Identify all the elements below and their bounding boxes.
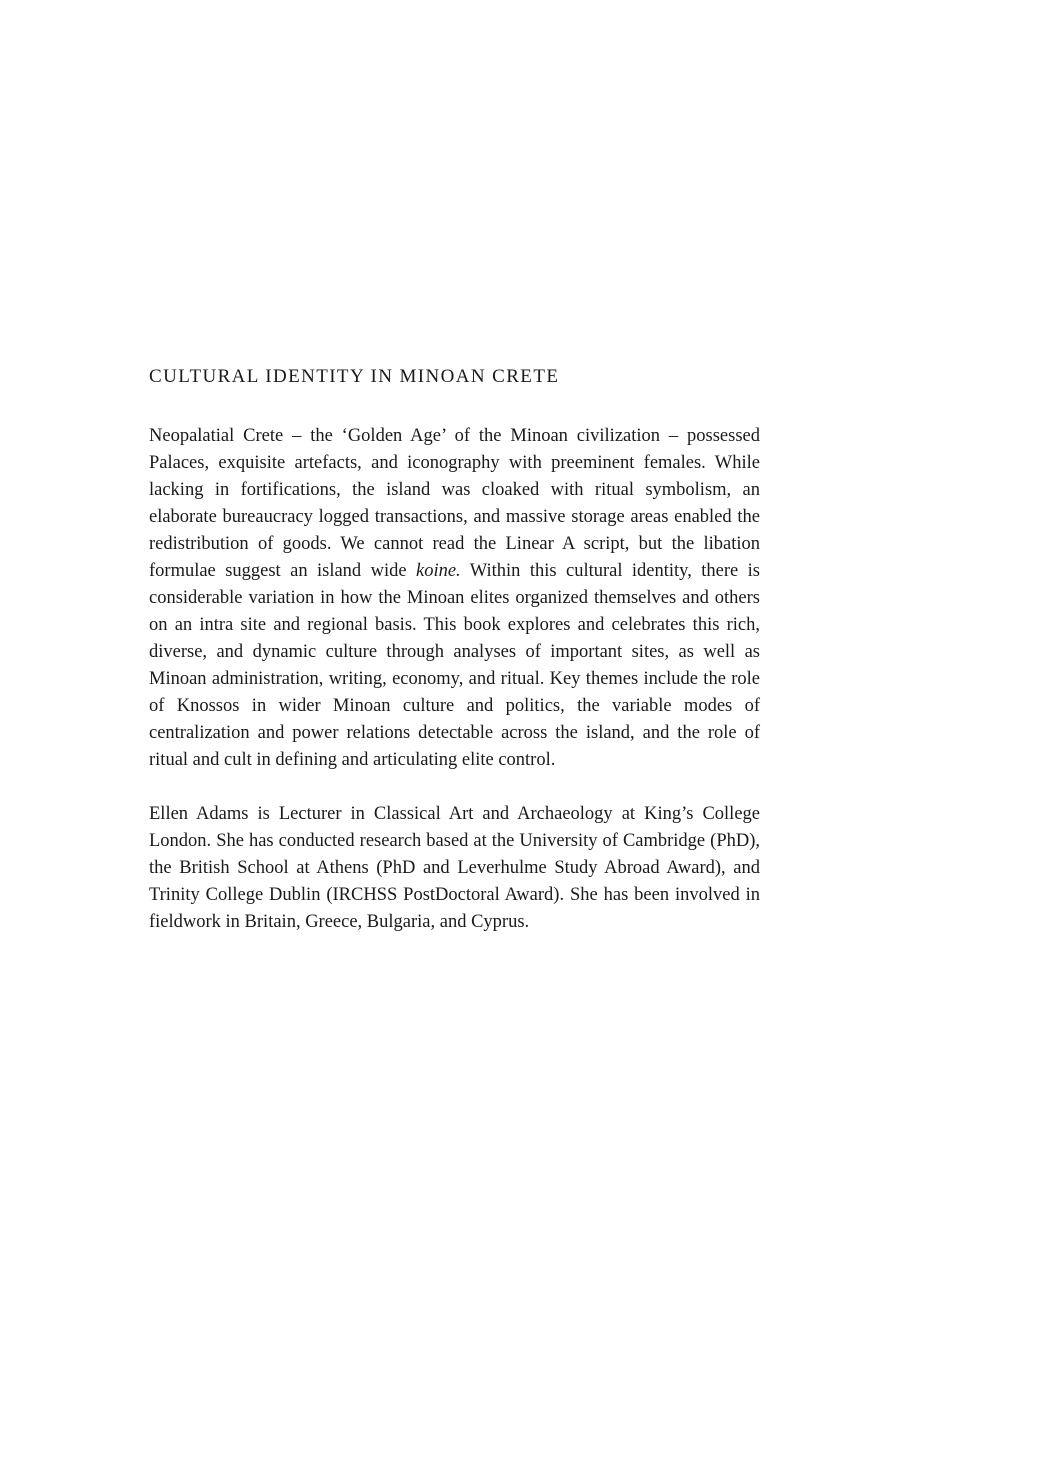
book-description [149,423,760,774]
description-text-end: Within this cultural identity, there is considerable variation in how the Minoan elites organized themselves and others on an intra site and regional basis. This book explores and celebrates this rich, diverse, and dynamic culture through analyses of important sites, as well as Minoan administration, writing, economy, and ritual. Key themes include the role of Knossos in wider Minoan culture and politics, the variable modes of centralization and power relations detectable across the island, and the role of ritual and cult in defining and articulating elite control. [149,561,761,770]
description-text-start: Neopalatial Crete – the ‘Golden Age’ of the Minoan civilization – possessed Palaces, exquisite artefacts, and iconography with preeminent females. While lacking in fortifications, the island was cloaked with ritual symbolism, an elaborate bureaucracy logged transactions, and massive storage areas enabled the redistribution of goods. We cannot read the Linear A script, but the libation formulae suggest an island wide [149,426,760,581]
text-block [149,365,760,936]
book-title: CULTURAL IDENTITY IN MINOAN CRETE [149,366,560,387]
description-italic-term: koine. [416,561,461,581]
author-bio: Ellen Adams is Lecturer in Classical Art and Archaeology at King’s College London. She has conducted research based at the University of Cambridge (PhD), the British School at Athens (PhD and Leverhulme Study Abroad Award), and Trinity College Dublin (IRCHSS PostDoctoral Award). She has been involved in fieldwork in Britain, Greece, Bulgaria, and Cyprus. [149,804,760,932]
